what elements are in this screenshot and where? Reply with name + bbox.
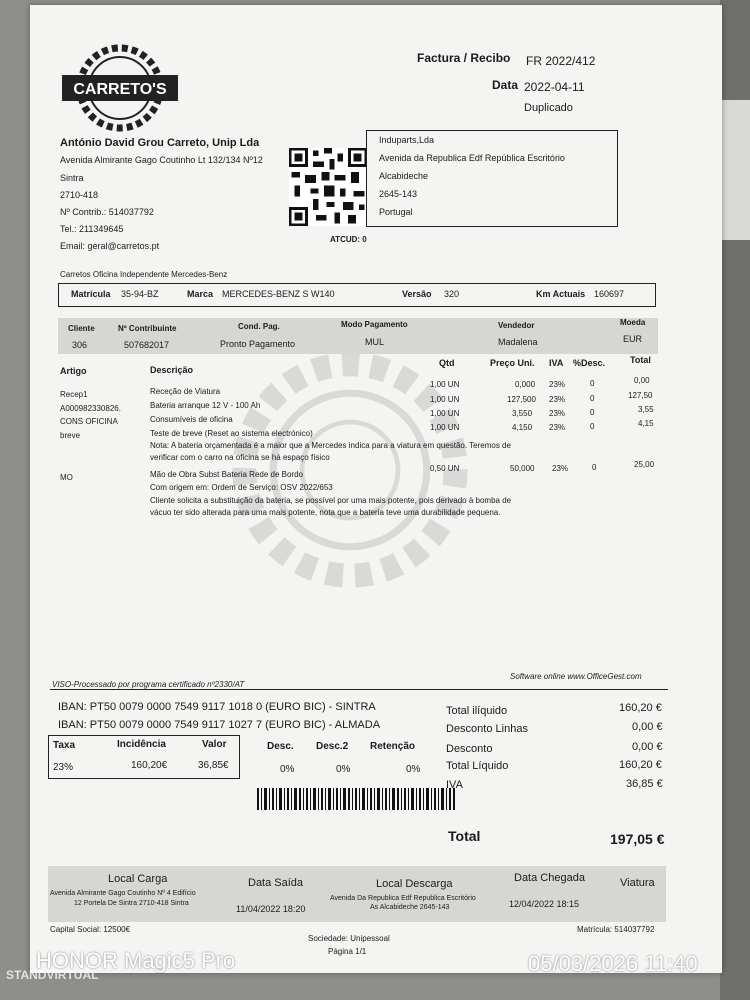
line-descricao: Mão de Obra Subst Bateria Rede de Bordo	[150, 470, 303, 479]
total-label: Desconto Linhas	[446, 723, 528, 735]
info-header-contribuinte: Nº Contribuinte	[118, 324, 177, 333]
col-header-artigo: Artigo	[60, 366, 87, 376]
plate-label: Matrícula	[71, 289, 111, 299]
col-header-total: Total	[630, 355, 651, 365]
plate-value: 35-94-BZ	[121, 289, 159, 299]
note-line: Nota: A bateria orçamentada é a maior que a Mercedes indica para a viatura em questão. Teremos de	[150, 441, 511, 450]
tax-header-incidencia: Incidência	[117, 739, 166, 750]
local-descarga-line: Avenida Da Republica Edf Republica Escritório	[330, 895, 476, 902]
line-descricao: Bateria arranque 12 V - 100 Ah	[150, 401, 261, 410]
desc2-header: Desc.2	[316, 741, 349, 752]
brand-label: Marca	[187, 289, 214, 299]
desc-header: Desc.	[267, 741, 294, 752]
info-header-modo-pagamento: Modo Pagamento	[341, 320, 408, 329]
total-label: Total ilíquido	[446, 705, 508, 717]
company-name: António David Grou Carreto, Unip Lda	[60, 137, 260, 149]
km-value: 160697	[594, 289, 625, 299]
iban-line: IBAN: PT50 0079 0000 7549 9117 1018 0 (EURO BIC) - SINTRA	[58, 701, 376, 713]
data-chegada-value: 12/04/2022 18:15	[509, 899, 580, 909]
col-header-qtd: Qtd	[439, 358, 455, 368]
company-city: Sintra	[60, 173, 84, 183]
barcode-icon	[257, 788, 455, 810]
tax-table	[48, 735, 240, 779]
retencao-header: Retenção	[370, 741, 416, 752]
local-carga-line: 12 Portela De Sintra 2710-418 Sintra	[74, 900, 189, 907]
line-iva: 23%	[552, 464, 569, 473]
client-city: Alcabideche	[379, 171, 429, 181]
desc2-value: 0%	[336, 764, 351, 775]
page-number: Página 1/1	[328, 947, 367, 956]
info-value-contribuinte: 507682017	[124, 340, 170, 350]
line-artigo: breve	[60, 431, 81, 440]
invoice-number: FR 2022/412	[526, 54, 596, 68]
col-header-iva: IVA	[549, 358, 564, 368]
line-preco: 0,000	[515, 380, 536, 389]
capital-social: Capital Social: 12500€	[50, 925, 131, 934]
transport-band	[48, 866, 666, 922]
vehicle-box	[58, 283, 656, 307]
company-tagline: Carretos Oficina Independente Mercedes-Benz	[60, 270, 228, 279]
total-label: IVA	[446, 779, 463, 791]
grand-total-value: 197,05 €	[610, 831, 665, 847]
tax-header-taxa: Taxa	[53, 740, 76, 751]
line-qtd: 1,00 UN	[430, 423, 460, 432]
line-descricao: Teste de breve (Reset ao sistema electrónico)	[150, 429, 313, 438]
local-carga-label: Local Carga	[108, 873, 168, 885]
data-chegada-label: Data Chegada	[514, 872, 585, 884]
line-desc: 0	[590, 422, 595, 431]
logo-text: CARRETO'S	[73, 81, 167, 98]
version-label: Versão	[402, 289, 432, 299]
tax-value-taxa: 23%	[53, 762, 74, 773]
line-iva: 23%	[549, 423, 566, 432]
km-label: Km Actuais	[536, 289, 586, 299]
line-artigo: CONS OFICINA	[60, 417, 118, 426]
version-value: 320	[444, 289, 460, 299]
line-preco: 50,000	[510, 464, 535, 473]
retencao-value: 0%	[406, 764, 421, 775]
line-total: 3,55	[638, 405, 654, 414]
info-value-moeda: EUR	[623, 334, 643, 344]
desc-value: 0%	[280, 764, 295, 775]
info-value-cond-pag: Pronto Pagamento	[220, 339, 296, 349]
info-value-modo-pagamento: MUL	[365, 337, 385, 347]
invoice-copy-label: Duplicado	[524, 102, 573, 114]
tax-value-incidencia: 160,20€	[131, 760, 168, 771]
tax-header-valor: Valor	[202, 739, 227, 750]
origin-line: Com origem em: Ordem de Serviço: OSV 2022/653	[150, 483, 333, 492]
total-value: 160,20 €	[619, 759, 662, 771]
sociedade-text: Sociedade: Unipessoal	[308, 934, 390, 943]
client-street: Avenida da Republica Edf República Escritório	[379, 153, 565, 163]
info-band	[58, 318, 658, 354]
info-header-cond-pag: Cond. Pag.	[238, 322, 280, 331]
standvirtual-watermark: STANDVIRTUAL	[6, 968, 99, 982]
qr-code-icon	[289, 148, 367, 226]
col-header-desc: %Desc.	[573, 358, 606, 368]
software-text: Software online www.OfficeGest.com	[510, 672, 642, 681]
invoice-date-label: Data	[492, 78, 519, 92]
note-line: verificar com o carro na oficina se há espaço físico	[150, 453, 330, 462]
total-value: 160,20 €	[619, 702, 662, 714]
line-descricao: Receção de Viatura	[150, 387, 221, 396]
atcud-label: ATCUD: 0	[330, 235, 367, 244]
line-total: 0,00	[634, 376, 650, 385]
line-iva: 23%	[549, 380, 566, 389]
tax-value-valor: 36,85€	[198, 760, 229, 771]
total-value: 0,00 €	[632, 741, 663, 753]
line-desc: 0	[590, 379, 595, 388]
line-total: 127,50	[628, 391, 653, 400]
iban-line: IBAN: PT50 0079 0000 7549 9117 1027 7 (EURO BIC) - ALMADA	[58, 719, 381, 731]
line-iva: 23%	[549, 409, 566, 418]
data-saida-value: 11/04/2022 18:20	[236, 904, 306, 914]
line-qtd: 1,00 UN	[430, 395, 460, 404]
grand-total-label: Total	[448, 828, 481, 844]
data-saida-label: Data Saída	[248, 877, 304, 889]
line-iva: 23%	[549, 395, 566, 404]
camera-watermark: HONOR Magic5 Pro	[36, 948, 236, 973]
viatura-label: Viatura	[620, 877, 655, 889]
footer-divider	[50, 689, 668, 690]
line-preco: 127,500	[507, 395, 536, 404]
company-postal: 2710-418	[60, 190, 99, 200]
line-artigo: MO	[60, 473, 73, 482]
note-line: vácuo ter sido alterada para uma mais potente, nota que a bateria teve uma durabilidade pequena.	[150, 508, 501, 517]
total-value: 36,85 €	[626, 778, 663, 790]
line-total: 25,00	[634, 460, 655, 469]
company-address: Avenida Almirante Gago Coutinho Lt 132/134 Nº12	[60, 155, 263, 165]
carretos-logo	[60, 43, 180, 133]
line-artigo: A000982330826.	[60, 404, 121, 413]
info-header-moeda: Moeda	[620, 318, 646, 327]
total-label: Desconto	[446, 743, 493, 755]
local-descarga-label: Local Descarga	[376, 878, 453, 890]
invoice-date: 2022-04-11	[524, 80, 585, 94]
line-total: 4,15	[638, 419, 654, 428]
client-country: Portugal	[379, 207, 413, 217]
client-postal: 2645-143	[379, 189, 418, 199]
line-desc: 0	[592, 463, 597, 472]
info-value-cliente: 306	[72, 340, 88, 350]
line-qtd: 1,00 UN	[430, 380, 460, 389]
total-label: Total Líquido	[446, 760, 509, 772]
line-qtd: 1,00 UN	[430, 409, 460, 418]
info-value-vendedor: Madalena	[498, 337, 538, 347]
local-descarga-line: As Alcabideche 2645-143	[370, 904, 450, 911]
line-descricao: Consumíveis de oficina	[150, 415, 233, 424]
invoice-title-label: Factura / Recibo	[417, 51, 511, 65]
certification-text: VISO-Processado por programa certificado nº2330/AT	[52, 680, 245, 689]
photo-datetime: 05/03/2026 11:40	[528, 951, 698, 976]
client-address-box	[366, 130, 618, 227]
info-header-cliente: Cliente	[68, 324, 95, 333]
matricula-text: Matrícula: 514037792	[577, 925, 655, 934]
line-desc: 0	[590, 408, 595, 417]
line-desc: 0	[590, 394, 595, 403]
brand-value: MERCEDES-BENZ S W140	[222, 289, 335, 299]
client-name: Induparts,Lda	[379, 135, 435, 145]
company-contrib: Nº Contrib.: 514037792	[60, 207, 154, 217]
invoice-paper	[30, 5, 722, 973]
total-value: 0,00 €	[632, 721, 663, 733]
col-header-preco: Preço Uni.	[490, 358, 535, 368]
company-tel: Tel.: 211349645	[60, 224, 124, 234]
note-line: Cliente solicita a substituição da bateria, se possível por uma mais potente, pois derivado à bomba de	[150, 496, 512, 505]
local-carga-line: Avenida Almirante Gago Coutinho Nº 4 Edifício	[50, 890, 196, 897]
info-header-vendedor: Vendedor	[498, 321, 535, 330]
line-preco: 3,550	[512, 409, 533, 418]
line-qtd: 0,50 UN	[430, 464, 460, 473]
col-header-descricao: Descrição	[150, 365, 194, 375]
line-preco: 4,150	[512, 423, 533, 432]
company-email: Email: geral@carretos.pt	[60, 241, 160, 251]
line-artigo: Recep1	[60, 390, 88, 399]
